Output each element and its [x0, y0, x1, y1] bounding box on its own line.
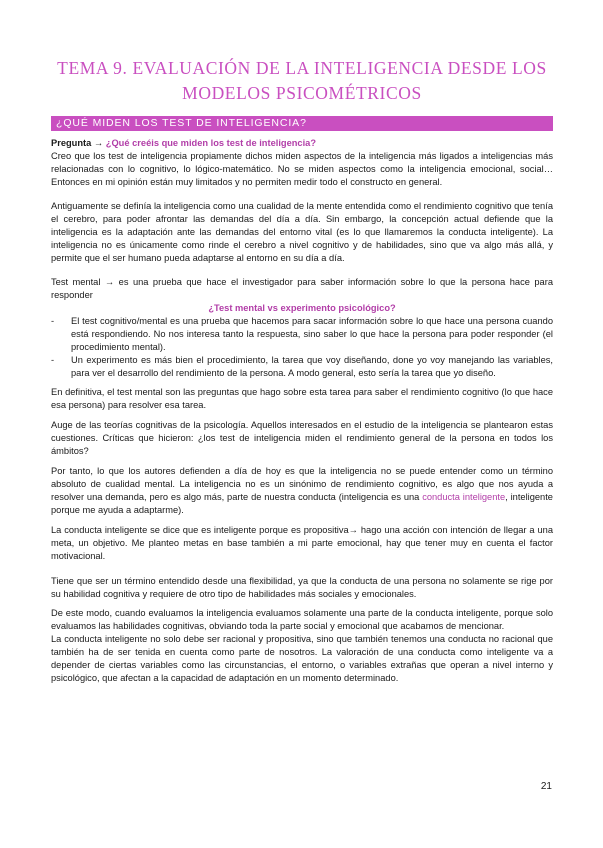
answer-paragraph: Creo que los test de inteligencia propiamente dichos miden aspectos de la inteligencia más ligados a inteligencias más relacionadas con lo cognitivo, lo lógico-matemático. No se miden aspectos como la inteligencia emocional, social… Entonces en mi opinión están muy limitados y no permiten medir todo el constructo en general.	[51, 151, 553, 187]
question-line	[51, 137, 553, 150]
paragraph-por-tanto-text: Por tanto, lo que los autores defienden a día de hoy es que la inteligencia no se puede entender como un término absoluto de cualidad mental. La inteligencia no es un sinónimo de rendimiento cognitivo, es algo que nos ayuda a resolver una demanda, pero es algo más, parte de nuestra conducta (inteligencia es una	[51, 466, 553, 502]
list-item: - El test cognitivo/mental es una prueba que hacemos para sacar información sobre lo que hace una persona cuando está respondiendo. No nos interesa tanto la respuesta, sino saber lo que hace la persona para poder responder (el procedimiento mental).	[51, 315, 553, 354]
section-heading: ¿QUÉ MIDEN LOS TEST DE INTELIGENCIA?	[51, 116, 553, 131]
paragraph-por-tanto	[51, 465, 553, 517]
subheading-test-vs-experimento: ¿Test mental vs experimento psicológico?	[208, 303, 396, 313]
paragraph-definitiva: En definitiva, el test mental son las preguntas que hago sobre esta tarea para saber el rendimiento cognitivo (lo que hace esa persona) para resolver esa tarea.	[51, 387, 553, 410]
paragraph-racional: La conducta inteligente no solo debe ser racional y propositiva, sino que también tenemos una conducta no racional que también ha de ser tenida en cuenta como parte de nosotros. La valoración de una conducta como inteligente va a depender de ciertas variables como las circunstancias, el entorno, o variables extrañas que operan a nivel interno y psicológico, que afectan a la capacidad de adaptación en un momento determinado.	[51, 634, 553, 683]
list-item: - Un experimento es más bien el procedimiento, la tarea que voy diseñando, done yo voy manejando las variables, para ver el desarrollo del rendimiento de la persona. A modo general, esto sería la tarea que yo diseño.	[51, 354, 553, 380]
page-number: 21	[540, 781, 552, 792]
question-prefix: Pregunta →	[51, 138, 106, 148]
highlight-conducta-inteligente: conducta inteligente	[422, 492, 506, 502]
paragraph-auge: Auge de las teorías cognitivas de la psicología. Aquellos interesados en el estudio de la inteligencia se plantearon estas cuestiones. Críticas que hicieron: ¿los test de inteligencia miden el rendimiento general de la persona en todos los ámbitos?	[51, 420, 553, 456]
paragraph-flexibilidad: Tiene que ser un término entendido desde una flexibilidad, ya que la conducta de una persona no solamente se rige por su habilidad cognitiva y requiere de otro tipo de habilidades más sociales y emocionales.	[51, 576, 553, 599]
document-page	[51, 0, 553, 685]
paragraph-por-tanto-end: , inteligente porque me ayuda a adaptarme).	[51, 492, 553, 515]
bullet-list	[51, 315, 553, 380]
question-text: ¿Qué creéis que miden los test de inteligencia?	[105, 138, 317, 148]
paragraph-test-mental: Test mental → es una prueba que hace el investigador para saber información sobre lo que la persona hace para responder	[51, 277, 553, 300]
paragraph-antiguamente: Antiguamente se definía la inteligencia como una cualidad de la mente entendida como el rendimiento cognitivo que tenía el cerebro, para poder afrontar las demandas del día a día. Sin embargo, la concepción actual defiende que la inteligencia es la adaptación ante las demandas del entorno vital (es lo que llamaremos la conducta inteligente). La inteligencia no es únicamente como rinde el cerebro a nivel cognitivo y de habilidades, sino que va algo más allá, y permite que el ser humano pueda adaptarse al entorno en su día a día.	[51, 201, 553, 263]
paragraph-conducta: La conducta inteligente se dice que es inteligente porque es propositiva→ hago una acción con intención de llegar a una meta, un objetivo. Me planteo metas en base también a mi parte emocional, hay que tener muy en cuenta el factor motivacional.	[51, 525, 553, 561]
page-title: TEMA 9. EVALUACIÓN DE LA INTELIGENCIA DESDE LOS MODELOS PSICOMÉTRICOS	[57, 58, 547, 103]
paragraph-de-este-modo: De este modo, cuando evaluamos la inteligencia evaluamos solamente una parte de la conducta inteligente, porque solo evaluamos las habilidades cognitivas, obviando toda la parte social y emocional que acabamos de mencionar.	[51, 608, 553, 631]
